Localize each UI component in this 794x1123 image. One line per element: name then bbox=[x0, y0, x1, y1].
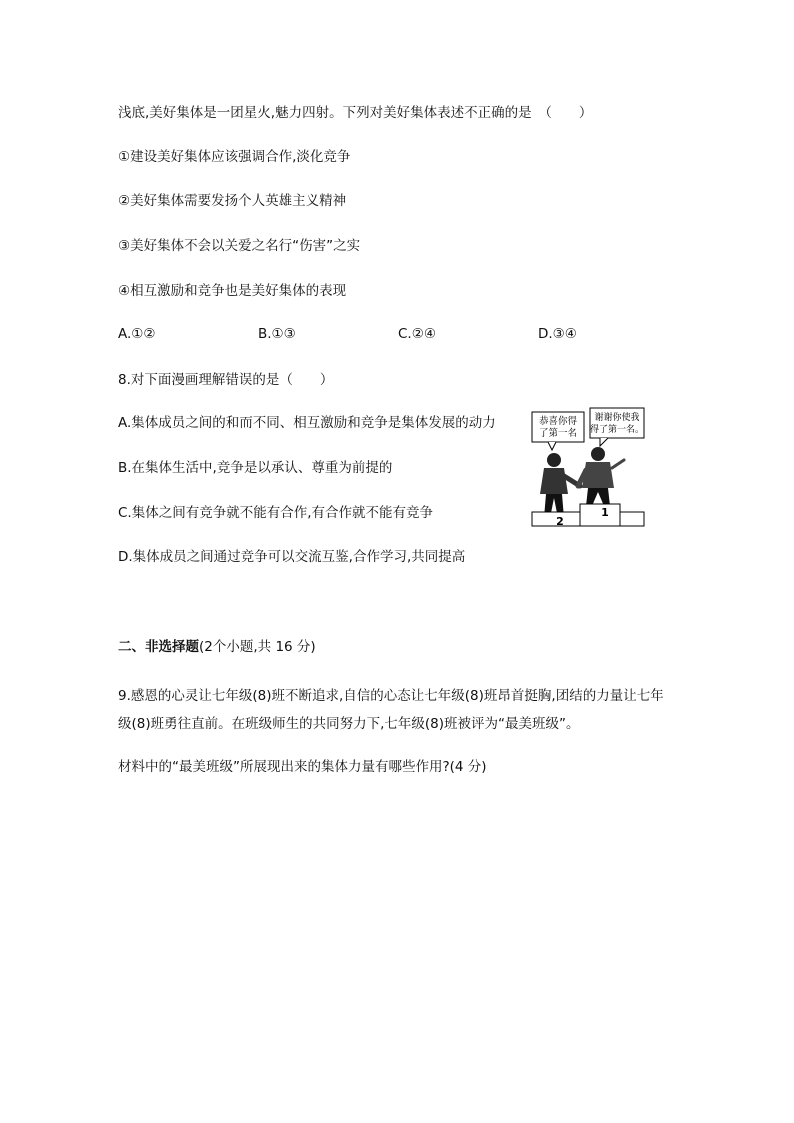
speech-bubble-right-line-2: 得了第一名。 bbox=[589, 425, 645, 435]
q9-line-2: 级(8)班勇往直前。在班级师生的共同努力下,七年级(8)班被评为“最美班级”。 bbox=[118, 716, 580, 732]
q8-option-b: B.在集体生活中,竞争是以承认、尊重为前提的 bbox=[118, 460, 393, 476]
person-right-body bbox=[582, 462, 614, 488]
q7-option-d: D.③④ bbox=[538, 326, 577, 342]
person-left-body bbox=[540, 468, 568, 494]
q9-line-1: 9.感恩的心灵让七年级(8)班不断追求,自信的心态让七年级(8)班昂首挺胸,团结的力量让七年 bbox=[118, 688, 664, 704]
podium-number-1: 1 bbox=[601, 506, 609, 519]
podium-first bbox=[580, 504, 620, 526]
person-left-head bbox=[547, 453, 561, 467]
q9-question: 材料中的“最美班级”所展现出来的集体力量有哪些作用?(4 分) bbox=[118, 759, 487, 775]
speech-bubble-right-line-1: 谢谢你使我 bbox=[594, 413, 640, 423]
comic-illustration bbox=[530, 406, 646, 528]
speech-bubble-left-line-1: 恭喜你得 bbox=[538, 416, 578, 427]
q7-item-4: ④相互激励和竞争也是美好集体的表现 bbox=[118, 283, 347, 299]
speech-bubble-left-line-2: 了第一名 bbox=[538, 428, 578, 439]
section-heading bbox=[118, 638, 316, 656]
q8-option-c: C.集体之间有竞争就不能有合作,有合作就不能有竞争 bbox=[118, 505, 434, 521]
q8-option-d: D.集体成员之间通过竞争可以交流互鉴,合作学习,共同提高 bbox=[118, 549, 466, 565]
person-right-head bbox=[591, 447, 605, 461]
q8-option-a: A.集体成员之间的和而不同、相互激励和竞争是集体发展的动力 bbox=[118, 415, 496, 431]
q7-item-2: ②美好集体需要发扬个人英雄主义精神 bbox=[118, 193, 347, 209]
q7-option-b: B.①③ bbox=[258, 326, 296, 342]
q7-item-1: ①建设美好集体应该强调合作,淡化竞争 bbox=[118, 149, 351, 165]
q7-item-3: ③美好集体不会以关爱之名行“伤害”之实 bbox=[118, 238, 361, 254]
q7-option-c: C.②④ bbox=[398, 326, 436, 342]
section-title: 二、非选择题 bbox=[118, 639, 199, 655]
q7-stem: 浅底,美好集体是一团星火,魅力四射。下列对美好集体表述不正确的是 （ ） bbox=[118, 105, 593, 121]
q7-option-a: A.①② bbox=[118, 326, 156, 342]
q8-stem: 8.对下面漫画理解错误的是（ ） bbox=[118, 372, 334, 388]
section-note: (2个小题,共 16 分) bbox=[199, 639, 316, 655]
podium-number-2: 2 bbox=[556, 515, 564, 528]
podium-third bbox=[620, 512, 644, 526]
